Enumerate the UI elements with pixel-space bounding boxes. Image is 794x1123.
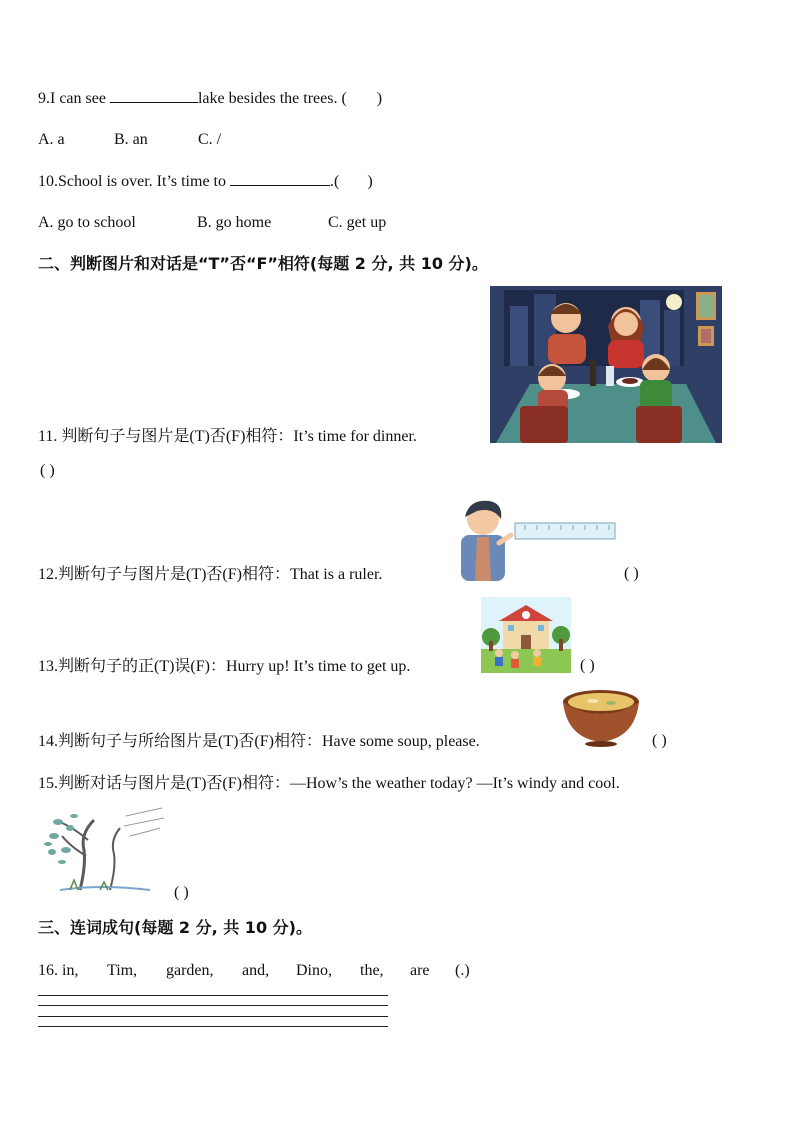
answer-paren-14[interactable]: ( ) [652,732,667,749]
answer-paren-13[interactable]: ( ) [580,657,595,674]
question-14: 14.判断句子与所给图片是(T)否(F)相符：Have some soup, please. [38,733,480,750]
option-c[interactable]: C. get up [328,214,387,231]
word-token: 16. in, [38,962,79,979]
word-token: and, [242,962,270,979]
writing-line-2[interactable] [38,1005,388,1006]
word-token: are [410,962,430,979]
question-12: 12.判断句子与图片是(T)否(F)相符：That is a ruler. [38,566,383,583]
question-9-prefix: 9.I can see [38,90,110,107]
question-15: 15.判断对话与图片是(T)否(F)相符：—How’s the weather today? —It’s windy and cool. [38,775,620,792]
answer-blank[interactable] [230,171,330,186]
children-running-to-school-picture [481,597,571,673]
option-b[interactable]: B. go home [197,214,272,231]
family-dinner-picture [490,286,722,443]
question-9 [38,88,382,109]
question-10 [38,171,373,192]
question-10-suffix: .( [330,173,340,190]
section-2-heading: 二、判断图片和对话是“T”否“F”相符(每题 2 分, 共 10 分)。 [38,254,488,273]
answer-paren-12[interactable]: ( ) [624,565,639,582]
question-11: 11. 判断句子与图片是(T)否(F)相符：It’s time for dinner. [38,428,417,445]
question-13: 13.判断句子的正(T)误(F)：Hurry up! It’s time to get up. [38,658,411,675]
boy-pointing-at-ruler-picture [447,499,617,583]
option-c[interactable]: C. / [198,131,222,148]
paren-close: ) [367,173,373,190]
windy-tree-picture [40,806,165,894]
question-10-prefix: 10.School is over. It’s time to [38,173,230,190]
answer-paren-11[interactable]: ( ) [40,462,55,479]
option-a[interactable]: A. go to school [38,214,136,231]
option-b[interactable]: B. an [114,131,148,148]
question-9-options [38,130,221,150]
section-3-heading: 三、连词成句(每题 2 分, 共 10 分)。 [38,918,312,937]
option-a[interactable]: A. a [38,131,65,148]
word-token: the, [360,962,384,979]
soup-bowl-picture [561,688,641,748]
writing-line-1[interactable] [38,995,388,996]
word-token: Dino, [296,962,332,979]
writing-line-3[interactable] [38,1016,388,1017]
question-10-options [38,213,386,233]
answer-blank[interactable] [110,88,198,103]
word-token: Tim, [107,962,138,979]
question-9-suffix: lake besides the trees. ( [197,90,347,107]
word-token: (.) [455,962,470,979]
question-16 [38,961,470,981]
writing-line-4[interactable] [38,1026,388,1027]
answer-paren-15[interactable]: ( ) [174,884,189,901]
paren-close: ) [376,90,383,107]
word-token: garden, [166,962,214,979]
